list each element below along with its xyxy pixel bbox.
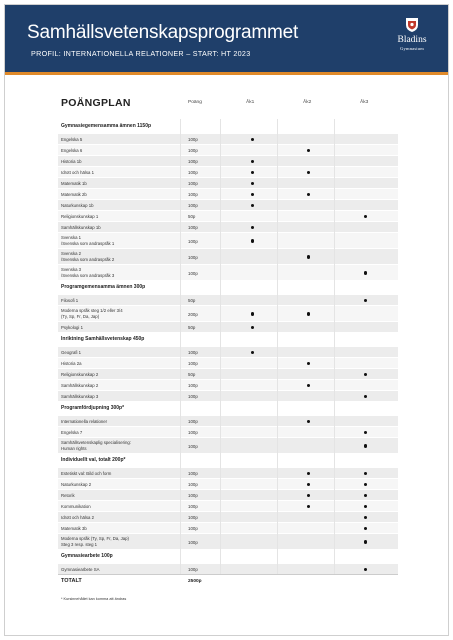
course-name: Svenska 1 /Svenska som andraspråk 1	[61, 235, 115, 246]
course-points: 100p	[188, 539, 198, 545]
column-divider	[277, 119, 278, 574]
course-points: 100p	[188, 170, 198, 175]
course-points: 100p	[188, 361, 198, 366]
course-name: Religionskunskap 1	[61, 214, 99, 219]
course-points: 200p	[188, 311, 198, 317]
course-name: Engelska 5	[61, 137, 83, 142]
column-year-1: Åk1	[246, 100, 255, 105]
plan-title: POÄNGPLAN	[61, 97, 131, 109]
course-row	[58, 305, 398, 321]
course-row	[58, 155, 398, 166]
course-row	[58, 426, 398, 437]
year-1-marker	[251, 204, 254, 207]
course-row	[58, 221, 398, 232]
year-3-marker	[364, 299, 367, 302]
course-points: 100p	[188, 270, 198, 276]
course-row	[58, 294, 398, 305]
year-3-marker	[364, 444, 367, 447]
course-name: Svenska 2 /Svenska som andraspråk 2	[61, 251, 115, 262]
course-points: 100p	[188, 203, 198, 208]
course-points: 100p	[188, 148, 198, 153]
course-points: 100p	[188, 192, 198, 197]
header-banner	[5, 5, 448, 75]
section-header	[58, 453, 398, 467]
section-header	[58, 280, 398, 294]
course-name: Idrott och hälsa 1	[61, 170, 94, 175]
course-name: Matematik 3b	[61, 526, 87, 531]
course-name: Samhällskunskap 3	[61, 394, 99, 399]
course-name: Kommunikation	[61, 504, 91, 509]
course-name: Estetiskt val: Bild och form	[61, 471, 112, 476]
course-name: Religionskunskap 2	[61, 372, 99, 377]
course-name: Geografi 1	[61, 350, 82, 355]
year-3-marker	[364, 527, 367, 530]
course-row	[58, 368, 398, 379]
course-row	[58, 489, 398, 500]
course-points: 100p	[188, 159, 198, 164]
course-name: Engelska 7	[61, 430, 83, 435]
course-points: 100p	[188, 137, 198, 142]
section-title: Inriktning Samhällsvetenskap 450p	[61, 336, 145, 342]
course-name: Samhällskunskap 1b	[61, 225, 101, 230]
section-title: Gymnasiegemensamma ämnen 1150p	[61, 123, 152, 129]
year-3-marker	[364, 516, 367, 519]
year-2-marker	[307, 362, 310, 365]
year-2-marker	[307, 420, 310, 423]
course-row	[58, 188, 398, 199]
course-points: 100p	[188, 471, 198, 476]
year-3-marker	[364, 483, 367, 486]
course-row	[58, 511, 398, 522]
course-row	[58, 166, 398, 177]
year-3-marker	[364, 568, 367, 571]
year-1-marker	[251, 226, 254, 229]
course-row	[58, 478, 398, 489]
course-points: 100p	[188, 526, 198, 531]
course-name: Naturkunskap 2	[61, 482, 92, 487]
section-title: Programgemensamma ämnen 300p	[61, 284, 146, 290]
total-row	[58, 574, 398, 586]
year-1-marker	[251, 351, 254, 354]
year-2-marker	[307, 472, 310, 475]
course-name: Samhällsvetenskaplig specialisering: Human rights	[61, 440, 131, 451]
course-row	[58, 210, 398, 221]
year-2-marker	[307, 149, 310, 152]
course-name: Moderna språk steg 1/2 eller 3/4 (Ty, Sp, Fr, Da, Jap)	[61, 308, 123, 319]
course-points: 100p	[188, 504, 198, 509]
year-2-marker	[307, 384, 310, 387]
course-points: 50p	[188, 298, 196, 303]
course-points: 100p	[188, 350, 198, 355]
year-2-marker	[307, 171, 310, 174]
logo-name: Bladins	[397, 35, 427, 45]
course-name: Matematik 1b	[61, 181, 87, 186]
section-header	[58, 332, 398, 346]
course-row	[58, 390, 398, 401]
year-2-marker	[307, 193, 310, 196]
course-points: 100p	[188, 567, 198, 572]
course-points: 50p	[188, 214, 196, 219]
year-3-marker	[364, 472, 367, 475]
course-row	[58, 533, 398, 549]
year-3-marker	[364, 215, 367, 218]
year-3-marker	[364, 395, 367, 398]
course-row	[58, 346, 398, 357]
column-divider	[334, 119, 335, 574]
course-name: Samhällskunskap 2	[61, 383, 99, 388]
section-header	[58, 401, 398, 415]
course-name: Svenska 3 /Svenska som andraspråk 3	[61, 267, 115, 278]
program-title: Samhällsvetenskapsprogrammet	[27, 22, 299, 43]
column-points: Poäng	[188, 100, 202, 105]
course-points: 100p	[188, 482, 198, 487]
year-1-marker	[251, 239, 254, 242]
year-3-marker	[364, 431, 367, 434]
year-1-marker	[251, 182, 254, 185]
course-row	[58, 177, 398, 188]
course-name: Internationella relationer	[61, 419, 108, 424]
footnote: * Kursinnehållet kan komma att ändras	[61, 597, 127, 601]
column-divider	[180, 119, 181, 574]
points-plan	[58, 93, 398, 586]
column-header	[58, 93, 398, 119]
section-header	[58, 549, 398, 563]
year-3-marker	[364, 540, 367, 543]
section-header	[58, 119, 398, 133]
year-1-marker	[251, 326, 254, 329]
year-3-marker	[364, 373, 367, 376]
school-logo	[389, 17, 435, 67]
year-1-marker	[251, 312, 254, 315]
course-points: 100p	[188, 181, 198, 186]
course-plan-page	[4, 4, 449, 636]
course-points: 100p	[188, 225, 198, 230]
course-row	[58, 379, 398, 390]
course-row	[58, 264, 398, 280]
course-points: 100p	[188, 419, 198, 424]
course-points: 100p	[188, 238, 198, 244]
course-row	[58, 415, 398, 426]
course-name: Naturkunskap 1b	[61, 203, 94, 208]
course-row	[58, 144, 398, 155]
course-name: Psykologi 1	[61, 325, 83, 330]
year-2-marker	[307, 494, 310, 497]
course-name: Engelska 6	[61, 148, 83, 153]
course-name: Idrott och hälsa 2	[61, 515, 94, 520]
course-name: Retorik	[61, 493, 75, 498]
course-points: 100p	[188, 254, 198, 260]
year-1-marker	[251, 171, 254, 174]
total-points: 2500p	[188, 578, 202, 584]
course-row	[58, 248, 398, 264]
section-title: Gymnasiearbete 100p	[61, 553, 113, 559]
year-1-marker	[251, 193, 254, 196]
course-points: 100p	[188, 443, 198, 449]
course-row	[58, 467, 398, 478]
course-row	[58, 321, 398, 332]
year-2-marker	[307, 505, 310, 508]
course-points: 100p	[188, 394, 198, 399]
year-2-marker	[307, 255, 310, 258]
course-name: Historia 2a	[61, 361, 82, 366]
year-1-marker	[251, 138, 254, 141]
course-row	[58, 437, 398, 453]
course-name: Historia 1b	[61, 159, 82, 164]
column-year-3: Åk3	[360, 100, 369, 105]
section-title: Programfördjupning 300p*	[61, 405, 125, 411]
course-name: Moderna språk (Ty, Sp, Fr, Da, Jap) Steg 3 resp. steg 1	[61, 536, 129, 547]
year-2-marker	[307, 312, 310, 315]
course-points: 100p	[188, 430, 198, 435]
course-row	[58, 133, 398, 144]
logo-subtitle: Gymnasium	[400, 46, 424, 51]
plan-rows	[58, 119, 398, 574]
crest-icon	[405, 17, 419, 33]
column-year-2: Åk2	[303, 100, 312, 105]
course-name: Filosofi 1	[61, 298, 79, 303]
course-row	[58, 199, 398, 210]
course-row	[58, 357, 398, 368]
course-points: 100p	[188, 383, 198, 388]
year-3-marker	[364, 505, 367, 508]
section-title: Individuellt val, totalt 200p*	[61, 457, 126, 463]
course-points: 100p	[188, 515, 198, 520]
course-row	[58, 232, 398, 248]
course-points: 50p	[188, 372, 196, 377]
year-2-marker	[307, 483, 310, 486]
course-name: Matematik 2b	[61, 192, 87, 197]
column-divider	[220, 119, 221, 574]
year-3-marker	[364, 494, 367, 497]
course-points: 50p	[188, 325, 196, 330]
total-label: TOTALT	[61, 578, 82, 584]
course-row	[58, 522, 398, 533]
program-subtitle: PROFIL: INTERNATIONELLA RELATIONER – START: HT 2023	[31, 49, 251, 58]
year-1-marker	[251, 160, 254, 163]
year-3-marker	[364, 271, 367, 274]
course-points: 100p	[188, 493, 198, 498]
course-row	[58, 500, 398, 511]
course-row	[58, 563, 398, 574]
course-name: Gymnasiearbete SA	[61, 567, 100, 572]
